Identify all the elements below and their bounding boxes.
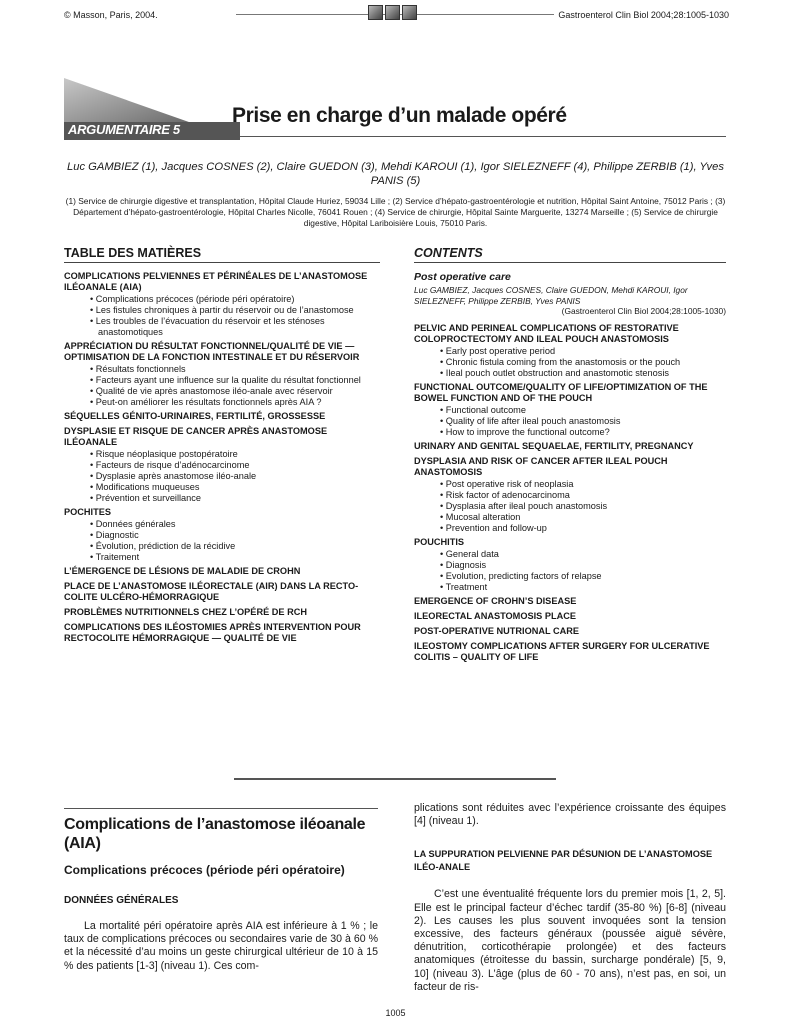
toc-item: • Résultats fonctionnels [90, 364, 186, 374]
paragraph: plications sont réduites avec l’expérience croissante des équipes [4] (niveau 1). [414, 802, 726, 828]
header-right: Gastroenterol Clin Biol 2004;28:1005-1030 [558, 10, 729, 20]
toc-item: • Modifications muqueuses [90, 482, 200, 492]
toc-section-title: APPRÉCIATION DU RÉSULTAT FONCTIONNEL/QUALITÉ DE VIE — OPTIMISATION DE LA FONCTION INTESTINALE ET DU RÉSERVOIR [64, 341, 360, 362]
toc-section-title: EMERGENCE OF CROHN’S DISEASE [414, 595, 577, 606]
toc-item: • Risque néoplasique postopératoire [90, 449, 238, 459]
toc-section-title: PLACE DE L’ANASTOMOSE ILÉORECTALE (AIR) DANS LA RECTO-COLITE ULCÉRO-HÉMORRAGIQUE [64, 581, 359, 602]
banner-label: ARGUMENTAIRE 5 [68, 122, 180, 137]
toc-item: • Les troubles de l’évacuation du réservoir et les sténoses anastomotiques [90, 316, 325, 337]
affiliations: (1) Service de chirurgie digestive et transplantation, Hôpital Claude Huriez, 59034 Lille ; (2) Service d’hépato-gastroentérologie et nutrition, Hôpital Saint Antoine, 75012 Paris ; (3) Département d’hépato-gastroentérologie, Hôpital Charles Nicolle, 76041 Rouen ; (4) Service de chirurgie, Hôpital Sainte Marguerite, 13274 Marseille ; (5) Service de chirurgie digestive, Hôpital Lariboisière Louis, 75010 Paris. [65, 196, 726, 228]
toc-section-title: PELVIC AND PERINEAL COMPLICATIONS OF RESTORATIVE COLOPROCTECTOMY AND ILEAL POUCH ANASTOMOSIS [414, 322, 679, 344]
left-rule [64, 808, 378, 809]
toc-section-title: PROBLÈMES NUTRITIONNELS CHEZ L’OPÉRÉ DE RCH [64, 607, 307, 617]
toc-item: • Évolution, prédiction de la récidive [90, 541, 236, 551]
toc-french-heading: TABLE DES MATIÈRES [64, 246, 380, 263]
toc-item: • Traitement [90, 552, 140, 562]
toc-section-title: COMPLICATIONS PELVIENNES ET PÉRINÉALES DE L’ANASTOMOSE ILÉOANALE (AIA) [64, 271, 368, 292]
subsubsection-heading: DONNÉES GÉNÉRALES [64, 895, 179, 906]
toc-item: • Dysplasia after ileal pouch anastomosis [440, 500, 608, 511]
page-number: 1005 [385, 1008, 406, 1018]
cube-icon [402, 5, 417, 20]
toc-section-title: COMPLICATIONS DES ILÉOSTOMIES APRÈS INTERVENTION POUR RECTOCOLITE HÉMORRAGIQUE — QUALITÉ DE VIE [64, 622, 361, 643]
toc-gap [64, 645, 380, 648]
toc-item: • Evolution, predicting factors of relapse [440, 570, 602, 581]
toc-item: • Functional outcome [440, 404, 526, 415]
toc-item: • Chronic fistula coming from the anastomosis or the pouch [440, 356, 681, 367]
paragraph: La mortalité péri opératoire après AIA est inférieure à 1 % ; le taux de complications précoces ou secondaires varie de 30 à 60 % et la nécessité d’au moins un geste chirurgical ultérieur de 10 à 15 % des patients [1-3] (niveau 1). Ces com- [64, 920, 378, 972]
toc-gap [414, 664, 726, 667]
toc-item: • General data [440, 548, 499, 559]
toc-french [64, 246, 380, 648]
toc-section-title: ILEORECTAL ANASTOMOSIS PLACE [414, 610, 576, 621]
toc-item: • Facteurs ayant une influence sur la qualite du résultat fonctionnel [90, 375, 361, 385]
toc-item: • How to improve the functional outcome? [440, 426, 610, 437]
section-heading: Complications de l’anastomose iléoanale (AIA) [64, 816, 366, 852]
toc-item: • Dysplasie après anastomose iléo-anale [90, 471, 257, 481]
toc-item: • Prevention and follow-up [440, 522, 547, 533]
toc-section-title: SÉQUELLES GÉNITO-URINAIRES, FERTILITÉ, GROSSESSE [64, 411, 326, 421]
toc-section-title: DYSPLASIA AND RISK OF CANCER AFTER ILEAL POUCH ANASTOMOSIS [414, 455, 668, 477]
toc-section-title: ILEOSTOMY COMPLICATIONS AFTER SURGERY FOR ULCERATIVE COLITIS – QUALITY OF LIFE [414, 640, 710, 662]
body-right-column [414, 802, 726, 994]
cubes-logo [368, 5, 417, 20]
toc-english [414, 246, 726, 667]
toc-item: • Prévention et surveillance [90, 493, 201, 503]
subsection-heading: Complications précoces (période péri opératoire) [64, 863, 345, 877]
toc-item: • Diagnosis [440, 559, 487, 570]
toc-section-title: POUCHITIS [414, 536, 465, 547]
toc-section-title: DYSPLASIE ET RISQUE DE CANCER APRÈS ANASTOMOSE ILÉOANALE [64, 426, 328, 447]
mid-rule [234, 778, 556, 780]
toc-section-title: L’ÉMERGENCE DE LÉSIONS DE MALADIE DE CROHN [64, 566, 301, 576]
cube-icon [368, 5, 383, 20]
paragraph: C’est une éventualité fréquente lors du premier mois [1, 2, 5]. Elle est le principal facteur d’échec tardif (35-80 %) [6-8] (niveau 2). Les causes les plus souvent invoquées sont la tension excessive, des facteurs généraux (poussée aiguë sévère, dénutrition, corticothérapie prolongée) et des facteurs anatomiques (étroitesse du bassin, surcharge pondérale) [5, 9, 10] (niveau 3). L’âge (plus de 60 - 70 ans), n’est pas, en soi, un facteur de ris- [414, 888, 726, 993]
toc-item: • Treatment [440, 581, 488, 592]
toc-english-authors: Luc GAMBIEZ, Jacques COSNES, Claire GUEDON, Mehdi KAROUI, Igor SIELEZNEFF, Philippe ZERBIB, Yves PANIS [414, 285, 688, 306]
toc-item: • Complications précoces (période péri opératoire) [90, 294, 295, 304]
toc-section-title: URINARY AND GENITAL SEQUAELAE, FERTILITY, PREGNANCY [414, 440, 694, 451]
title-rule [230, 136, 726, 137]
toc-item: • Qualité de vie après anastomose iléo-anale avec réservoir [90, 386, 333, 396]
toc-english-heading: CONTENTS [414, 246, 726, 263]
toc-english-title: Post operative care [414, 271, 511, 283]
page-title: Prise en charge d’un malade opéré [232, 104, 567, 127]
header-left: © Masson, Paris, 2004. [64, 10, 158, 20]
toc-item: • Les fistules chroniques à partir du réservoir ou de l’anastomose [90, 305, 354, 315]
toc-item: • Ileal pouch outlet obstruction and anastomotic stenosis [440, 367, 669, 378]
toc-item: • Peut-on améliorer les résultats fonctionnels après AIA ? [90, 397, 322, 407]
toc-item: • Diagnostic [90, 530, 139, 540]
subsubsection-heading: LA SUPPURATION PELVIENNE PAR DÉSUNION DE L’ANASTOMOSE ILÉO-ANALE [414, 849, 713, 873]
toc-item: • Risk factor of adenocarcinoma [440, 489, 570, 500]
toc-item: • Early post operative period [440, 345, 556, 356]
toc-item: • Mucosal alteration [440, 511, 521, 522]
toc-english-ref: (Gastroenterol Clin Biol 2004;28:1005-1030) [561, 306, 726, 316]
toc-item: • Post operative risk of neoplasia [440, 478, 574, 489]
toc-section-title: FUNCTIONAL OUTCOME/QUALITY OF LIFE/OPTIMIZATION OF THE BOWEL FUNCTION AND OF THE POUCH [414, 381, 708, 403]
cube-icon [385, 5, 400, 20]
toc-section-title: POCHITES [64, 507, 111, 517]
toc-item: • Facteurs de risque d’adénocarcinome [90, 460, 250, 470]
body-left-column [64, 808, 378, 973]
toc-item: • Données générales [90, 519, 176, 529]
authors: Luc GAMBIEZ (1), Jacques COSNES (2), Claire GUEDON (3), Mehdi KAROUI (1), Igor SIELEZNEFF (4), Philippe ZERBIB (1), Yves PANIS (5) [67, 161, 724, 187]
toc-item: • Quality of life after ileal pouch anastomosis [440, 415, 621, 426]
toc-section-title: POST-OPERATIVE NUTRIONAL CARE [414, 625, 580, 636]
